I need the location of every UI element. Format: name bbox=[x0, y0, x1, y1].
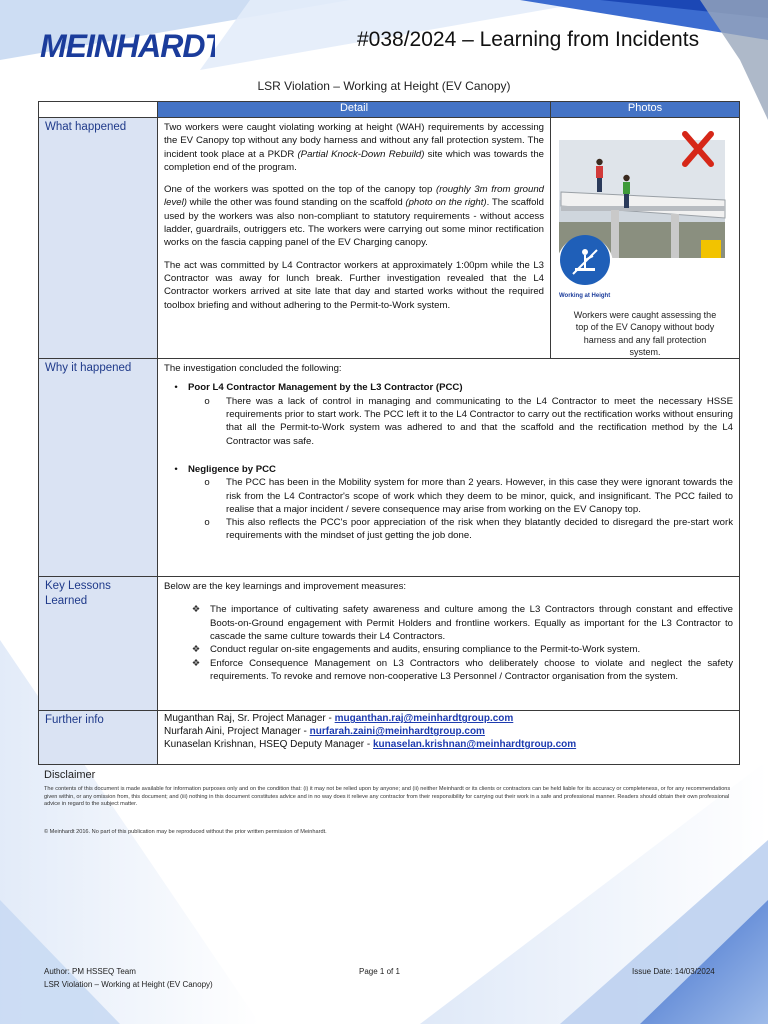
lesson-item: ❖ The importance of cultivating safety awareness and culture among the L3 Contractors through constant and effective Boots-on-Ground engagement with Permit Holders and frontline workers. Equally as important for the L3 Contractor to cascade the same culture towards their L4 Contractors. bbox=[182, 603, 733, 643]
contact-email-link[interactable]: muganthan.raj@meinhardtgroup.com bbox=[334, 713, 514, 725]
why-sub-bullet: o There was a lack of control in managing and communicating to the L4 Contractor to meet the necessary HSSE requirements prior to start work. The PCC left it to the L4 Contractor to carry out the rectification works without ensuring that all the Permit-to-Work system was adhered to and that the scaffold and the rectification method by the L4 Contractor was safe. bbox=[188, 395, 733, 448]
bullet-dot-icon: • bbox=[174, 382, 178, 394]
row-label-further-info: Further info bbox=[39, 711, 158, 765]
key-lessons-detail bbox=[158, 577, 740, 711]
bullet-circle-icon: o bbox=[204, 517, 210, 529]
contact-line: Muganthan Raj, Sr. Project Manager - muganthan.raj@meinhardtgroup.com bbox=[164, 713, 514, 725]
diamond-bullet-icon: ❖ bbox=[191, 604, 201, 616]
what-happened-detail bbox=[158, 118, 551, 359]
contact-email-link[interactable]: kunaselan.krishnan@meinhardtgroup.com bbox=[373, 739, 577, 751]
lesson-item: ❖ Conduct regular on-site engagements and audits, ensuring compliance to the Permit-to-Work system. bbox=[182, 643, 733, 656]
badge-label: Working at Height bbox=[559, 293, 611, 299]
why-happened-detail bbox=[158, 359, 740, 577]
diamond-bullet-icon: ❖ bbox=[191, 644, 201, 656]
contact-line: Kunaselan Krishnan, HSEQ Deputy Manager - kunaselan.krishnan@meinhardtgroup.com bbox=[164, 739, 577, 751]
row-label-key-lessons: Key Lessons Learned bbox=[39, 577, 158, 711]
table-header-row bbox=[39, 102, 740, 118]
why-bullet-2: • Negligence by PCC bbox=[164, 463, 733, 476]
row-label-why-happened: Why it happened bbox=[39, 359, 158, 577]
footer-page-number: Page 1 of 1 bbox=[359, 967, 400, 976]
table-row-key-lessons bbox=[39, 577, 740, 711]
why-intro: The investigation concluded the following: bbox=[164, 363, 342, 375]
document-subtitle: LSR Violation – Working at Height (EV Canopy) bbox=[257, 79, 511, 93]
why-sub-bullet: o This also reflects the PCC's poor appreciation of the risk when they blatantly decided to disregard the pre-start work requirements with the mindset of just getting the job done. bbox=[188, 516, 733, 543]
row-label-what-happened: What happened bbox=[39, 118, 158, 359]
table-row-why-happened bbox=[39, 359, 740, 577]
column-header-detail: Detail bbox=[158, 102, 551, 118]
disclaimer-text: The contents of this document is made available for information purposes only and on the condition that: (i) it may not be relied upon by anyone; and (ii) neither Meinhardt or its clients or contractors can be held liable for its accuracy or completeness, or for any recommendations given within, or any omission from, this document; and (iii) nothing in this document constitutes advice and in no way does it relieve any contractor from their responsibility for carrying out their work in a safe and professional manner. Readers should obtain their own professional advice in regard to the subject matter. bbox=[44, 786, 731, 808]
logo-text: MEINHARDT bbox=[40, 30, 215, 60]
what-paragraph-3: The act was committed by L4 Contractor workers at approximately 1:00pm while the L3 Contractor was away for lunch break. Further investigation revealed that the L4 Contractor workers arrived at site late that day and started works without the required toolbox briefing and without adhering to the Permit-to-Work system. bbox=[164, 259, 544, 311]
meinhardt-logo bbox=[40, 30, 215, 65]
footer-author: Author: PM HSSEQ Team bbox=[44, 967, 136, 976]
contact-email-link[interactable]: nurfarah.zaini@meinhardtgroup.com bbox=[309, 726, 485, 738]
table-row-further-info bbox=[39, 711, 740, 765]
why-sub-bullet: o The PCC has been in the Mobility system for more than 2 years. However, in this case they were ignorant towards the risk from the L4 Contractor's scope of work which they deem to be minor, quick, and insignificant. The PCC failed to realise that a major incident / severe consequence may arise from working on the EV Canopy top. bbox=[188, 476, 733, 516]
copyright-text: © Meinhardt 2016. No part of this publication may be reproduced without the prior written permission of Meinhardt. bbox=[44, 829, 327, 835]
lessons-intro: Below are the key learnings and improvement measures: bbox=[164, 581, 407, 593]
lesson-item: ❖ Enforce Consequence Management on L3 Contractors who deliberately choose to violate and neglect the safety requirements. To revoke and remove non-cooperative L3 Personnel / Contractor organisation from the system. bbox=[182, 657, 733, 684]
incident-photo bbox=[551, 122, 738, 302]
document-title: #038/2024 – Learning from Incidents bbox=[357, 28, 700, 51]
contact-line: Nurfarah Aini, Project Manager - nurfarah.zaini@meinhardtgroup.com bbox=[164, 726, 485, 738]
incident-table bbox=[38, 101, 740, 765]
footer-doc-name: LSR Violation – Working at Height (EV Canopy) bbox=[44, 980, 213, 989]
disclaimer-heading: Disclaimer bbox=[44, 769, 96, 781]
photo-caption: Workers were caught assessing the top of the EV Canopy without body harness and any fall protection system. bbox=[573, 310, 717, 357]
diamond-bullet-icon: ❖ bbox=[191, 657, 201, 669]
column-header-photos: Photos bbox=[551, 102, 740, 118]
bullet-dot-icon: • bbox=[174, 463, 178, 475]
why-bullet-1: • Poor L4 Contractor Management by the L3 Contractor (PCC) bbox=[164, 381, 733, 394]
further-info-detail bbox=[158, 711, 740, 765]
table-row-what-happened bbox=[39, 118, 740, 359]
header-blank-cell bbox=[39, 102, 158, 118]
what-paragraph-1: Two workers were caught violating working at height (WAH) requirements by accessing the EV Canopy top without any body harness and without any fall protection system. The incident took place at a PKDR (Partial Knock-Down Rebuild) site which was towards the completion end of the program. bbox=[164, 122, 544, 173]
bullet-circle-icon: o bbox=[204, 477, 210, 489]
what-paragraph-2: One of the workers was spotted on the top of the canopy top (roughly 3m from ground level) while the other was found standing on the scaffold (photo on the right). The scaffold used by the workers was also non-compliant to statutory requirements - without access ladder, guardrails, outriggers etc. The workers were carrying out some minor rectification works on the fascia capping panel of the EV Charging canopy. bbox=[164, 184, 544, 249]
footer-issue-date: Issue Date: 14/03/2024 bbox=[632, 967, 715, 976]
photo-cell bbox=[551, 118, 740, 359]
bullet-circle-icon: o bbox=[204, 395, 210, 407]
